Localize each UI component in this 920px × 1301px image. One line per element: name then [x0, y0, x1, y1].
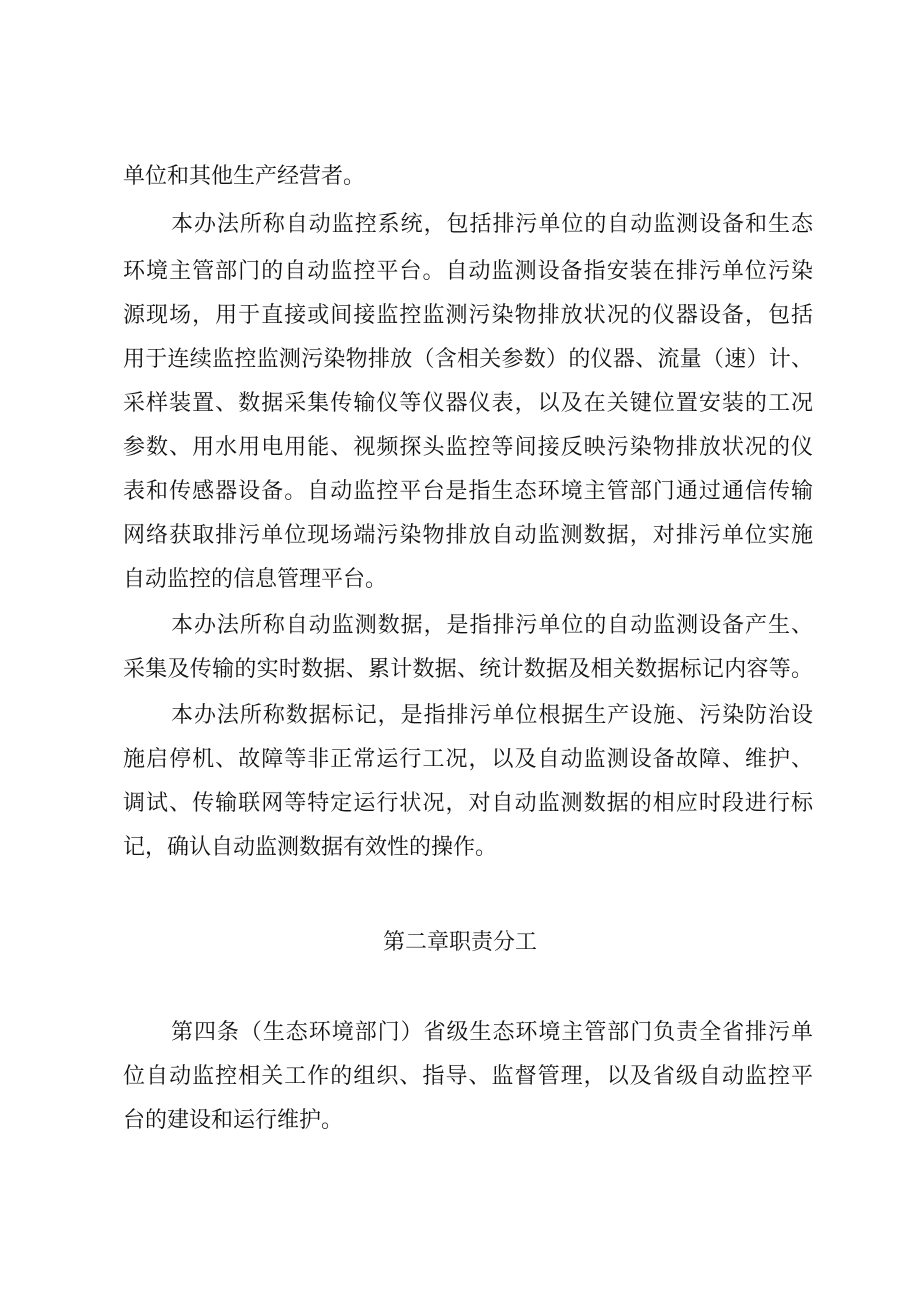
text-line: 调试、传输联网等特定运行状况，对自动监测数据的相应时段进行标 [123, 791, 813, 816]
paragraph-first-line: 本办法所称自动监测数据，是指排污单位的自动监测设备产生、 [171, 613, 813, 638]
text-line: 表和传感器设备。自动监控平台是指生态环境主管部门通过通信传输 [123, 479, 813, 504]
chapter-heading: 第二章职责分工 [382, 930, 537, 955]
text-line: 记，确认自动监测数据有效性的操作。 [123, 835, 498, 860]
text-line: 环境主管部门的自动监控平台。自动监测设备指安装在排污单位污染 [123, 259, 813, 284]
text-line: 采集及传输的实时数据、累计数据、统计数据及相关数据标记内容等。 [123, 657, 813, 682]
text-line: 用于连续监控监测污染物排放（含相关参数）的仪器、流量（速）计、 [123, 347, 813, 372]
text-line: 台的建设和运行维护。 [123, 1108, 344, 1133]
text-line: 施启停机、故障等非正常运行工况，以及自动监测设备故障、维护、 [123, 747, 813, 772]
text-line: 采样装置、数据采集传输仪等仪器仪表，以及在关键位置安装的工况 [123, 391, 813, 416]
paragraph-first-line: 本办法所称数据标记，是指排污单位根据生产设施、污染防治设 [171, 703, 813, 728]
text-line: 源现场，用于直接或间接监控监测污染物排放状况的仪器设备，包括 [123, 303, 813, 328]
text-line: 自动监控的信息管理平台。 [123, 567, 388, 592]
text-line: 网络获取排污单位现场端污染物排放自动监测数据，对排污单位实施 [123, 523, 813, 548]
paragraph-first-line: 本办法所称自动监控系统，包括排污单位的自动监测设备和生态 [171, 212, 813, 237]
text-line: 参数、用水用电用能、视频探头监控等间接反映污染物排放状况的仪 [123, 435, 813, 460]
text-line: 位自动监控相关工作的组织、指导、监督管理，以及省级自动监控平 [123, 1064, 813, 1089]
text-line: 单位和其他生产经营者。 [123, 164, 366, 189]
article-first-line: 第四条（生态环境部门）省级生态环境主管部门负责全省排污单 [171, 1020, 813, 1045]
